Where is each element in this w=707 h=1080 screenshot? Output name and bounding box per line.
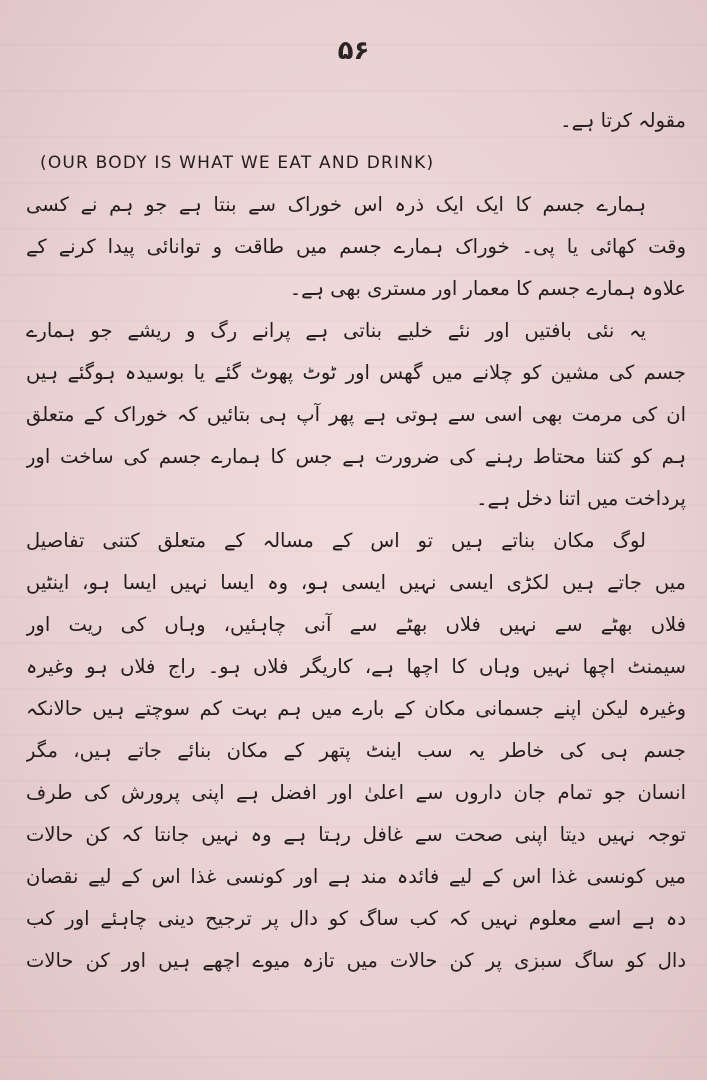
text-line: جسم کی مشین کو چلانے میں گھس اور ٹوٹ پھوٹ گئے یا بوسیدہ ہوگئے ہیں xyxy=(26,361,686,384)
text-line: ہمارے جسم کا ایک ایک ذرہ اس خوراک سے بنتا ہے جو ہم نے کسی xyxy=(26,193,646,216)
text-line: دہ ہے اسے معلوم نہیں کہ کب ساگ کو دال پر ترجیح دینی چاہئے اور کب xyxy=(26,907,686,930)
page-body xyxy=(26,100,686,982)
text-line: جسم ہی کی خاطر یہ سب اینٹ پتھر کے مکان بنائے جاتے ہیں، مگر xyxy=(26,739,686,762)
text-line: یہ نئی بافتیں اور نئے خلیے بناتی ہے پرانے رگ و ریشے جو ہمارے xyxy=(26,319,646,342)
text-line: ان کی مرمت بھی اسی سے ہوتی ہے پھر آپ ہی بتائیں کہ خوراک کے متعلق xyxy=(26,403,686,426)
text-line: ہم کو کتنا محتاط رہنے کی ضرورت ہے جس کا ہمارے جسم کی ساخت اور xyxy=(26,445,686,468)
text-line: میں کونسی غذا اس کے لیے فائدہ مند ہے اور کونسی غذا اس کے لیے نقصان xyxy=(26,865,686,888)
text-line: سیمنٹ اچھا نہیں وہاں کا اچھا ہے، کاریگر فلاں ہو۔ راج فلاں ہو وغیرہ xyxy=(26,655,686,678)
english-quote-line: (OUR BODY IS WHAT WE EAT AND DRINK) xyxy=(40,153,435,173)
text-line: وقت کھائی یا پی۔ خوراک ہمارے جسم میں طاقت و توانائی پیدا کرنے کے xyxy=(26,235,686,258)
text-line: مقولہ کرتا ہے۔ xyxy=(560,109,686,132)
text-line: پرداخت میں اتنا دخل ہے۔ xyxy=(476,487,686,510)
text-line: فلاں بھٹے سے نہیں فلاں بھٹے سے آنی چاہئیں، وہاں کی ریت اور xyxy=(26,613,686,636)
page-number: ۵۶ xyxy=(337,36,370,66)
text-line: توجہ نہیں دیتا اپنی صحت سے غافل رہتا ہے وہ نہیں جانتا کہ کن حالات xyxy=(26,823,686,846)
text-line: علاوہ ہمارے جسم کا معمار اور مستری بھی ہے۔ xyxy=(289,277,686,300)
text-line: انسان جو تمام جان داروں سے اعلیٰ اور افضل ہے اپنی پرورش کی طرف xyxy=(26,781,686,804)
text-line: لوگ مکان بناتے ہیں تو اس کے مسالہ کے متعلق کتنی تفاصیل xyxy=(26,529,646,552)
text-line: دال کو ساگ سبزی پر کن حالات میں تازہ میوے اچھے ہیں اور کن حالات xyxy=(26,949,686,972)
text-line: میں جاتے ہیں لکڑی ایسی نہیں ایسی ہو، وہ ایسا نہیں ایسا ہو، اینٹیں xyxy=(26,571,686,594)
text-line: وغیرہ لیکن اپنے جسمانی مکان کے بارے میں ہم بہت کم سوچتے ہیں حالانکہ xyxy=(26,697,686,720)
